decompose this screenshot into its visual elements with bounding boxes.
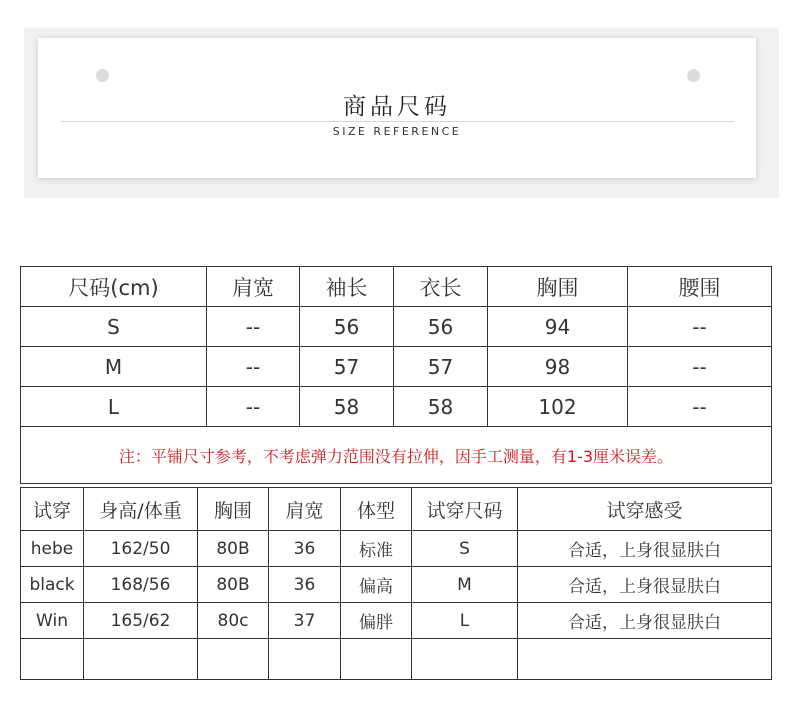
table-cell: M xyxy=(412,567,518,603)
table-cell: 57 xyxy=(394,347,488,387)
table-cell: -- xyxy=(207,307,300,347)
table-row xyxy=(21,603,772,639)
table-cell: L xyxy=(21,387,207,427)
table-cell: 偏高 xyxy=(341,567,412,603)
table-cell: 57 xyxy=(300,347,394,387)
try-on-table xyxy=(20,487,772,680)
table-cell: 合适，上身很显肤白 xyxy=(518,567,772,603)
header-cell-try-size: 试穿尺码 xyxy=(412,488,518,531)
page-subtitle: SIZE REFERENCE xyxy=(332,125,462,138)
table-row xyxy=(21,347,772,387)
table-cell: black xyxy=(21,567,84,603)
header-cell-sleeve: 袖长 xyxy=(300,267,394,307)
table-cell: -- xyxy=(628,387,772,427)
table-cell: -- xyxy=(628,307,772,347)
table-cell: -- xyxy=(207,347,300,387)
table-row xyxy=(21,307,772,347)
table-cell: S xyxy=(21,307,207,347)
empty-cell xyxy=(341,639,412,680)
size-table xyxy=(20,266,772,484)
empty-cell xyxy=(198,639,269,680)
table-cell: 标准 xyxy=(341,531,412,567)
table-cell: 36 xyxy=(269,567,341,603)
table-cell: 58 xyxy=(394,387,488,427)
header-cell-shoulder: 肩宽 xyxy=(207,267,300,307)
header-card xyxy=(38,38,756,178)
table-cell: 37 xyxy=(269,603,341,639)
empty-cell xyxy=(412,639,518,680)
header-cell-waist: 腰围 xyxy=(628,267,772,307)
title-divider xyxy=(60,121,734,122)
table-cell: 162/50 xyxy=(84,531,198,567)
empty-cell xyxy=(269,639,341,680)
table-cell: 94 xyxy=(488,307,628,347)
table-cell: 偏胖 xyxy=(341,603,412,639)
header-cell-body-type: 体型 xyxy=(341,488,412,531)
table-cell: 合适，上身很显肤白 xyxy=(518,531,772,567)
table-cell: 56 xyxy=(300,307,394,347)
empty-cell xyxy=(518,639,772,680)
table-cell: M xyxy=(21,347,207,387)
note-row xyxy=(21,427,772,484)
empty-cell xyxy=(21,639,84,680)
size-table-header xyxy=(21,267,772,307)
table-cell: 80B xyxy=(198,531,269,567)
header-cell-shoulder: 肩宽 xyxy=(269,488,341,531)
header-cell-length: 衣长 xyxy=(394,267,488,307)
table-cell: L xyxy=(412,603,518,639)
try-table-header xyxy=(21,488,772,531)
table-cell: 合适，上身很显肤白 xyxy=(518,603,772,639)
table-cell: 80c xyxy=(198,603,269,639)
table-cell: 80B xyxy=(198,567,269,603)
page-title: 商品尺码 xyxy=(343,94,451,120)
table-row xyxy=(21,531,772,567)
table-cell: 165/62 xyxy=(84,603,198,639)
table-cell: 168/56 xyxy=(84,567,198,603)
table-cell: 102 xyxy=(488,387,628,427)
decor-dot-left xyxy=(96,69,109,82)
header-cell-height-weight: 身高/体重 xyxy=(84,488,198,531)
table-cell: -- xyxy=(207,387,300,427)
header-cell-size: 尺码(cm) xyxy=(21,267,207,307)
measurement-note: 注：平铺尺寸参考，不考虑弹力范围没有拉伸，因手工测量，有1-3厘米误差。 xyxy=(21,427,772,484)
empty-row xyxy=(21,639,772,680)
table-row xyxy=(21,387,772,427)
table-cell: Win xyxy=(21,603,84,639)
table-row xyxy=(21,567,772,603)
header-banner xyxy=(24,28,779,198)
table-cell: 56 xyxy=(394,307,488,347)
header-cell-chest: 胸围 xyxy=(488,267,628,307)
header-cell-feeling: 试穿感受 xyxy=(518,488,772,531)
header-cell-model: 试穿 xyxy=(21,488,84,531)
table-cell: 58 xyxy=(300,387,394,427)
table-cell: -- xyxy=(628,347,772,387)
table-cell: S xyxy=(412,531,518,567)
table-cell: 98 xyxy=(488,347,628,387)
empty-cell xyxy=(84,639,198,680)
table-cell: hebe xyxy=(21,531,84,567)
decor-dot-right xyxy=(687,69,700,82)
header-cell-chest: 胸围 xyxy=(198,488,269,531)
table-cell: 36 xyxy=(269,531,341,567)
